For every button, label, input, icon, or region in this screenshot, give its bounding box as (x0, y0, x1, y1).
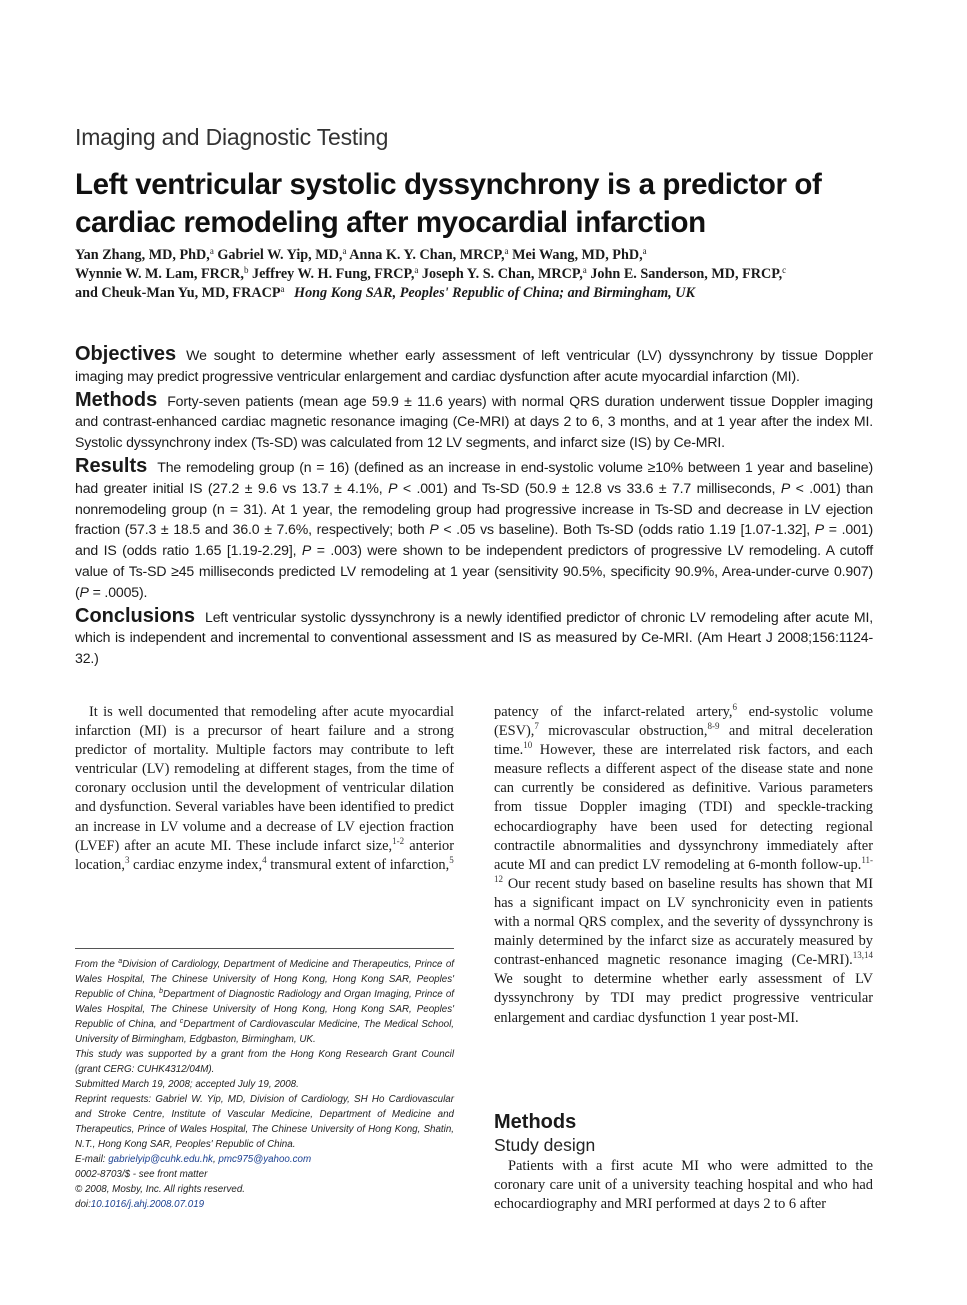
copyright-note: © 2008, Mosby, Inc. All rights reserved. (75, 1184, 246, 1195)
results-text-4: < .05 vs baseline). Both Ts-SD (odds ratio 1.19 [1.07-1.32], (438, 521, 815, 538)
affiliations-note (75, 957, 454, 1047)
p-symbol: P (780, 479, 791, 496)
abstract (75, 344, 873, 672)
results-text-3: < .001) than nonremodeling group (n = 31). At 1 year, the remodeling group had progressive increase in Ts-SD and decrease in LV ejection fraction (57.3 ± 18.5 and 36.0 ± 7.6%, respectively; both (75, 479, 874, 538)
section-label: Imaging and Diagnostic Testing (75, 124, 389, 150)
article-title: Left ventricular systolic dyssynchrony is a predictor of cardiac remodeling after myocardial infarction (75, 168, 822, 239)
methods-text: Forty-seven patients (mean age 59.9 ± 11.6 years) with normal QRS duration underwent tissue Doppler imaging and contrast-enhanced cardiac magnetic resonance imaging (Ce-MRI) at days 2 to 6, 3 months, and at 1 year after the index MI. Systolic dyssynchrony index (Ts-SD) was calculated from 12 LV segments, and infarct size (IS) by Ce-MRI. (75, 392, 873, 451)
grant-note: This study was supported by a grant from the Hong Kong Research Grant Council (grant CERG: CUHK4312/04M). (75, 1049, 454, 1075)
body-text: and mitral deceleration time. (494, 723, 874, 759)
author-affiliation-mark: c (782, 265, 787, 275)
issn-note: 0002-8703/$ - see front matter (75, 1169, 208, 1180)
body-text: microvascular obstruction, (538, 723, 708, 740)
email-note (75, 1152, 454, 1167)
body-text: transmural extent of infarction, (266, 856, 450, 873)
affiliation-mark: b (159, 988, 163, 995)
intro-paragraph (75, 703, 454, 875)
body-text: cardiac enzyme index, (129, 856, 263, 873)
methods-heading: Methods (75, 388, 158, 411)
body-text: We sought to determine whether early assessment of LV dyssynchrony by TDI may predict progressive ventricular enlargement and cardiac dysfunction 1 year post-MI. (494, 971, 873, 1026)
footnotes (75, 957, 454, 1212)
doi-link[interactable]: 10.1016/j.ahj.2008.07.019 (90, 1199, 205, 1210)
citation-ref[interactable]: 4 (262, 854, 267, 865)
affiliation-mark: c (179, 1018, 184, 1025)
footnote-text: From the (75, 959, 119, 970)
author-name: Jeffrey W. H. Fung, FRCP, (252, 266, 415, 282)
footnote-text: Department of Diagnostic Radiology and Organ Imaging, Prince of Wales Hospital, The Chinese University of Hong Kong, Hong Kong SAR, Peoples' Republic of China, and (75, 989, 455, 1030)
methods-paragraph: Patients with a first acute MI who were admitted to the coronary care unit of a university teaching hospital and who had echocardiography and MRI performed at days 2 to 6 after (494, 1158, 873, 1213)
body-text: patency of the infarct-related artery, (494, 704, 733, 720)
citation-ref[interactable]: 11-12 (494, 854, 873, 884)
doi-label: doi: (75, 1199, 91, 1210)
abstract-results (75, 456, 873, 603)
citation-ref[interactable]: 8-9 (707, 721, 720, 732)
objectives-text: We sought to determine whether early assessment of left ventricular (LV) dyssynchrony by tissue Doppler imaging may predict progressive ventricular enlargement and cardiac dysfunction after acute myocardial infarction (MI). (75, 347, 873, 384)
conclusions-text: Left ventricular systolic dyssynchrony is a newly identified predictor of chronic LV remodeling after acute MI, which is independent and incremental to conventional assessment and IS as measured by Ce-MRI. (Am Heart J 2008;156:1124-32.) (75, 608, 873, 667)
author-affiliation-mark: a (209, 246, 214, 256)
author-affiliation-mark: a (280, 284, 285, 294)
author-affiliation-mark: a (342, 246, 347, 256)
author-affiliation-line: Hong Kong SAR, Peoples' Republic of China; and Birmingham, UK (294, 285, 695, 301)
body-text: Our recent study based on baseline results has shown that MI has a significant impact on LV synchronicity even in patients with a normal QRS complex, and the severity of dyssynchrony is mainly determined by the infarct size as accurately measured by contrast-enhanced magnetic resonance imaging (Ce-MRI). (494, 875, 873, 969)
methods-body (494, 1157, 873, 1214)
abstract-methods (75, 390, 873, 453)
p-symbol: P (814, 521, 825, 538)
author-name: Joseph Y. S. Chan, MRCP, (421, 266, 583, 282)
body-text: end-systolic volume (ESV), (494, 704, 873, 740)
footnote-divider (75, 948, 454, 949)
results-text-5: = .001) and IS (odds ratio 1.65 [1.19-2.29], (75, 521, 873, 559)
body-text: It is well documented that remodeling after acute myocardial infarction (MI) is a precursor of heart failure and a strong predictor of mortality. Multiple factors may contribute to left ventricular (LV) remodeling at different stages, from the time of coronary occlusion until the development of ventricular dilation and dysfunction. Several variables have been identified to predict an increase in LV volume and a decrease of LV ejection fraction (LVEF) after an acute MI. These include infarct size, (75, 704, 454, 854)
citation-ref[interactable]: 1-2 (392, 835, 405, 846)
body-column-right (494, 703, 873, 1028)
author-name: and Cheuk-Man Yu, MD, FRACP (75, 285, 281, 301)
separator: , (212, 1154, 219, 1165)
footnote-text: Department of Cardiovascular Medicine, The Medical School, University of Birmingham, Edgbaston, Birmingham, UK. (75, 1019, 454, 1045)
affiliation-mark: a (118, 958, 123, 965)
footnote-text: Division of Cardiology, Department of Medicine and Therapeutics, Prince of Wales Hospital, The Chinese University of Hong Kong, Hong Kong SAR, Peoples' Republic of China, (75, 959, 455, 1000)
email-link[interactable]: pmc975@yahoo.com (218, 1154, 312, 1165)
study-design-subheading: Study design (494, 1135, 596, 1155)
results-heading: Results (75, 454, 148, 477)
submitted-note: Submitted March 19, 2008; accepted July 19, 2008. (75, 1079, 299, 1090)
body-text: anterior location, (75, 837, 454, 873)
author-affiliation-mark: a (414, 265, 419, 275)
citation-ref[interactable]: 7 (534, 721, 539, 732)
author-name: Anna K. Y. Chan, MRCP, (349, 247, 505, 263)
citation-ref[interactable]: 10 (523, 740, 533, 751)
body-text: However, these are interrelated risk factors, and each measure reflects a different aspect of the disease state and none can currently be considered as definitive. Various parameters from tissue Doppler imaging (TDI) and speckle-tracking echocardiography have been used for detecting regional contractile abnormalities and dyssynchrony immediately after acute MI and can predict LV remodeling at 6-month follow-up. (494, 742, 873, 873)
author-name: John E. Sanderson, MD, FRCP, (590, 266, 783, 282)
citation-ref[interactable]: 5 (449, 854, 454, 865)
author-list (75, 246, 885, 303)
author-affiliation-mark: a (582, 265, 587, 275)
citation-ref[interactable]: 13,14 (852, 950, 873, 961)
results-text-7: = .0005). (88, 583, 148, 600)
objectives-heading: Objectives (75, 343, 177, 365)
citation-ref[interactable]: 6 (732, 702, 738, 712)
p-symbol: P (429, 521, 439, 538)
author-name: Wynnie W. M. Lam, FRCR, (75, 266, 244, 282)
p-symbol: P (301, 542, 312, 559)
intro-paragraph-continued (494, 703, 873, 1028)
author-affiliation-mark: a (642, 246, 647, 256)
reprint-note: Reprint requests: Gabriel W. Yip, MD, Division of Cardiology, SH Ho Cardiovascular and Stroke Centre, Institute of Vascular Medicine, Department of Medicine and Therapeutics, Prince of Wales Hospital, The Chinese University of Hong Kong, Shatin, N.T., Hong Kong SAR, Peoples' Republic of China. (75, 1094, 454, 1150)
author-affiliation-mark: b (243, 265, 249, 275)
author-name: Mei Wang, MD, PhD, (512, 247, 643, 263)
abstract-objectives (75, 344, 873, 387)
conclusions-heading: Conclusions (75, 604, 196, 627)
p-symbol: P (388, 479, 398, 496)
doi-note (75, 1197, 454, 1212)
email-label: E-mail: (75, 1154, 109, 1165)
results-text-1: The remodeling group (n = 16) (defined as an increase in end-systolic volume ≥10% between 1 year and baseline) had greater initial IS (27.2 ± 9.6 vs 13.7 ± 4.1%, (75, 458, 873, 496)
body-column-left (75, 703, 454, 875)
author-affiliation-mark: a (504, 246, 509, 256)
author-name: Gabriel W. Yip, MD, (217, 247, 343, 263)
abstract-conclusions (75, 606, 873, 669)
author-name: Yan Zhang, MD, PhD, (75, 247, 210, 263)
email-link[interactable]: gabrielyip@cuhk.edu.hk (108, 1154, 213, 1165)
methods-section-heading: Methods (494, 1111, 577, 1133)
results-text-2: < .001) and Ts-SD (50.9 ± 12.8 vs 33.6 ± 7.7 milliseconds, (397, 479, 781, 496)
citation-ref[interactable]: 3 (124, 854, 130, 865)
results-text-6: = .003) were shown to be independent predictors of progressive LV remodeling. A cutoff value of Ts-SD ≥45 milliseconds predicted LV remodeling at 1 year (sensitivity 90.5%, specificity 90.9%, Area-under-curve 0.907) ( (75, 542, 873, 600)
p-symbol: P (79, 583, 89, 600)
